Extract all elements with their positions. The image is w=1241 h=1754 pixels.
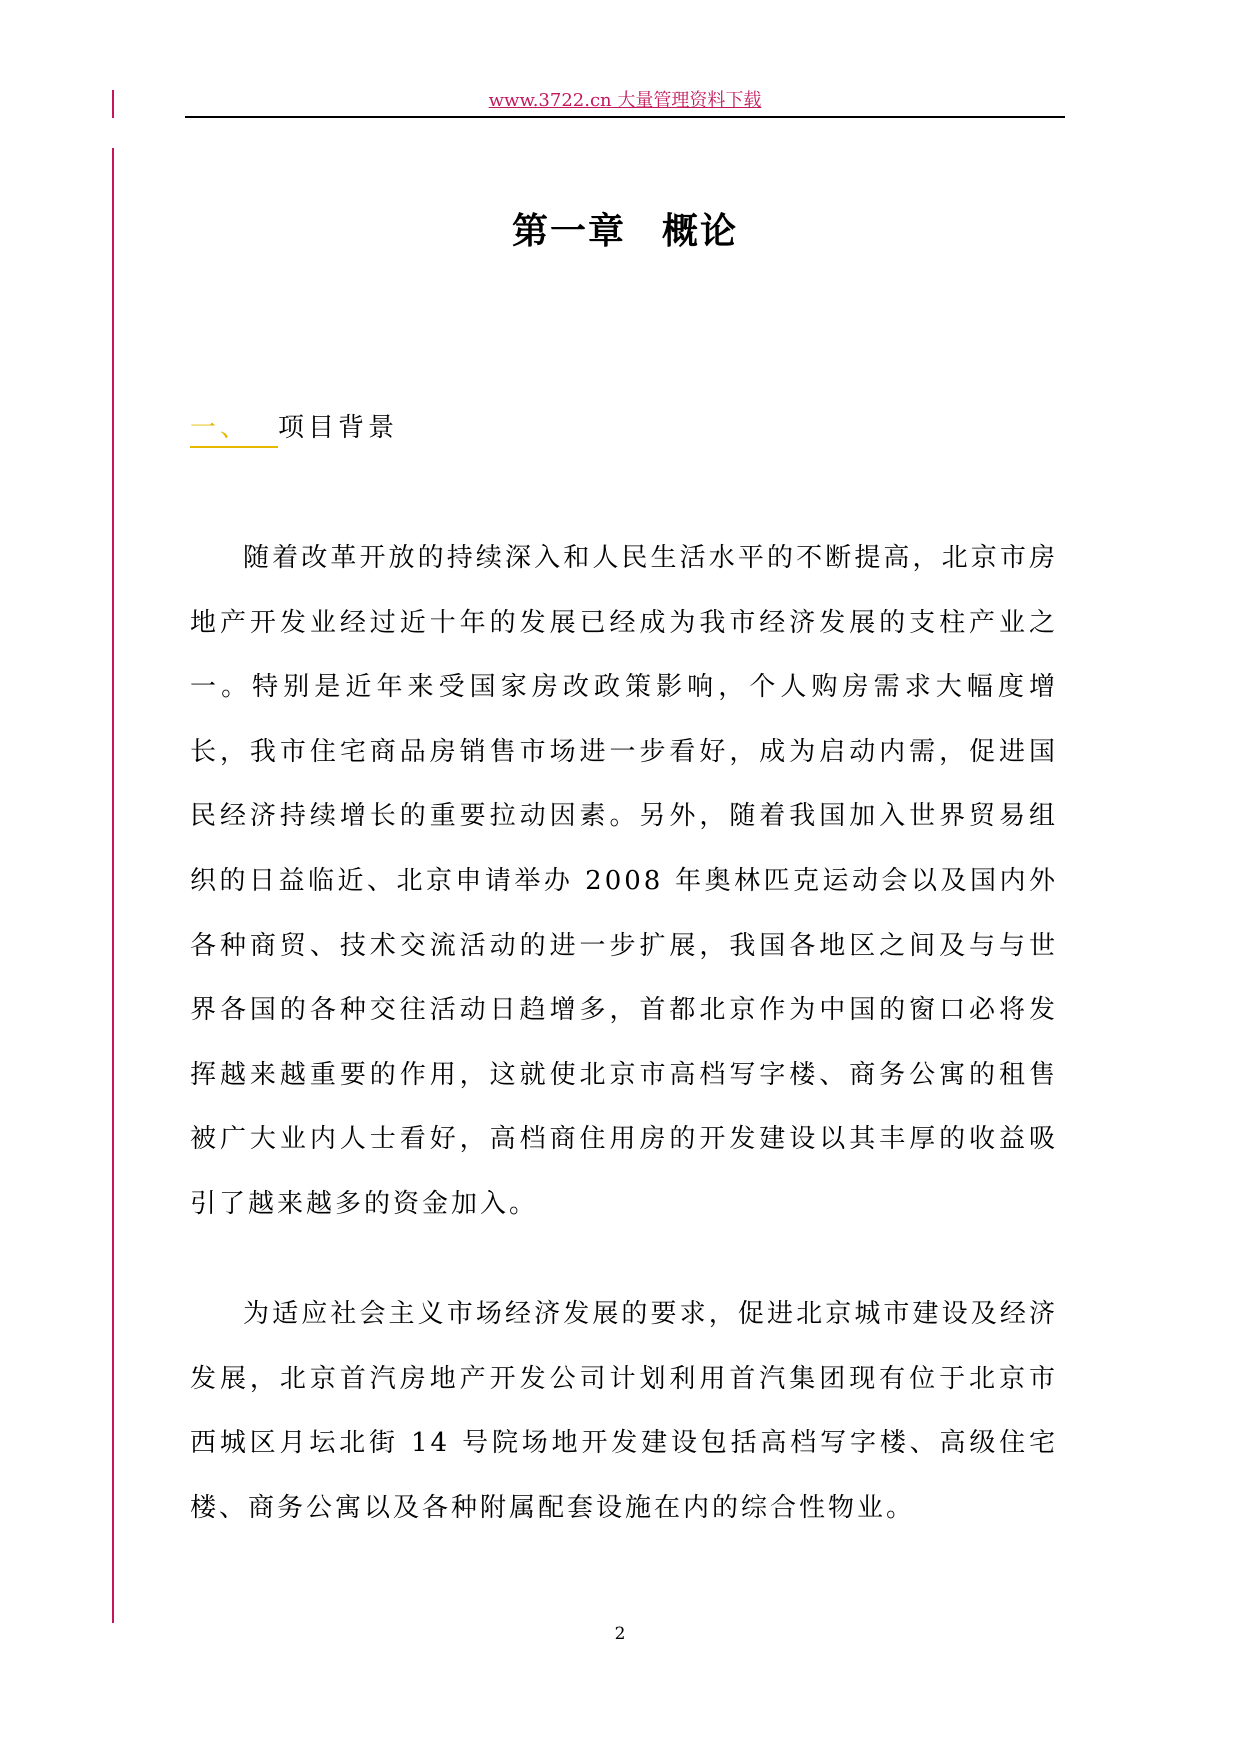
page-number: 2 bbox=[614, 1624, 626, 1644]
header-link[interactable]: www.3722.cn bbox=[488, 90, 612, 111]
chapter-title bbox=[185, 205, 1065, 259]
chapter-name: 概论 bbox=[662, 211, 739, 252]
section-title: 项目背景 bbox=[278, 413, 399, 443]
margin-mark-top bbox=[112, 90, 114, 118]
section-number: 一、 bbox=[190, 410, 278, 448]
body-paragraph: 随着改革开放的持续深入和人民生活水平的不断提高，北京市房地产开发业经过近十年的发展已经成为我市经济发展的支柱产业之一。特别是近年来受国家房改政策影响，个人购房需求大幅度增长，我市住宅商品房销售市场进一步看好，成为启动内需，促进国民经济持续增长的重要拉动因素。另外，随着我国加入世界贸易组织的日益临近、北京申请举办 2008 年奥林匹克运动会以及国内外各种商贸、技术交流活动的进一步扩展，我国各地区之间及与与世界各国的各种交往活动日趋增多，首都北京作为中国的窗口必将发挥越来越重要的作用，这就使北京市高档写字楼、商务公寓的租售被广大业内人士看好，高档商住用房的开发建设以其丰厚的收益吸引了越来越多的资金加入。 bbox=[190, 543, 1058, 1219]
margin-mark-body bbox=[112, 148, 114, 1623]
header-divider bbox=[185, 116, 1065, 118]
chapter-number: 第一章 bbox=[511, 211, 626, 252]
body-paragraph: 为适应社会主义市场经济发展的要求，促进北京城市建设及经济发展，北京首汽房地产开发公司计划利用首汽集团现有位于北京市西城区月坛北街 14 号院场地开发建设包括高档写字楼、高级住宅楼、商务公寓以及各种附属配套设施在内的综合性物业。 bbox=[190, 1299, 1058, 1523]
header-tagline[interactable]: 大量管理资料下载 bbox=[611, 90, 762, 111]
section-heading bbox=[190, 410, 398, 454]
page-header bbox=[185, 86, 1065, 116]
